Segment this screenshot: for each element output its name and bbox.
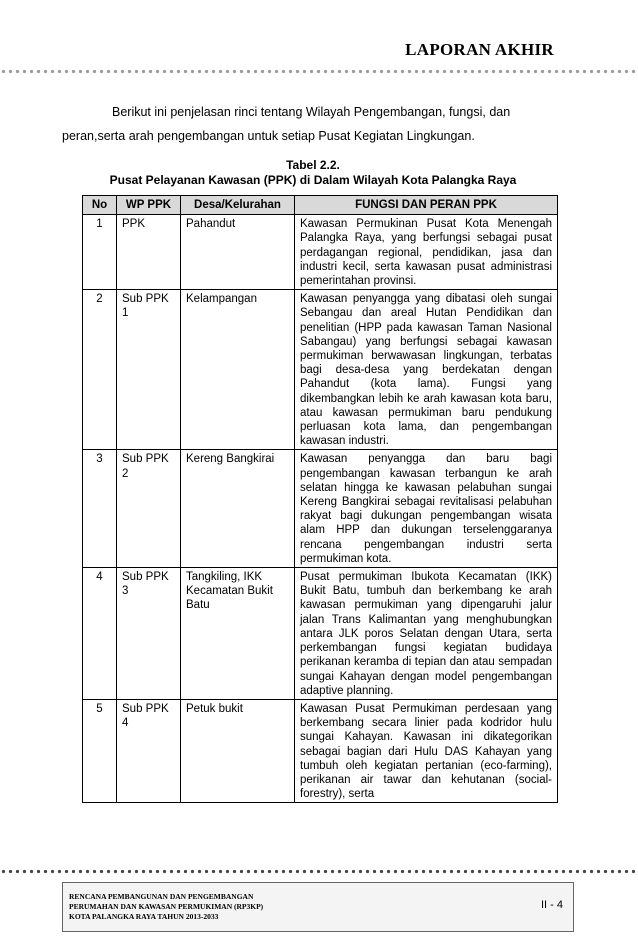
cell-no: 1 [83, 215, 117, 290]
footer-document-title [69, 892, 263, 922]
header-dotted-divider [0, 69, 638, 74]
cell-desa: Tangkiling, IKK Kecamatan Bukit Batu [181, 568, 295, 700]
cell-fungsi: Pusat permukiman Ibukota Kecamatan (IKK) Bukit Batu, tumbuh dan berkembang ke arah kawasan permukiman yang dipengaruhi jalur jalan Trans Kalimantan yang menghubungkan antara JLK poros Selatan dengan Utara, serta perkembangan fungsi kegiatan budidaya perikanan keramba di tepian dan atau sempadan sungai Kahayan dengan model pengembangan adaptive planning. [295, 568, 558, 700]
intro-paragraph [62, 100, 564, 148]
footer-line-1: RENCANA PEMBANGUNAN DAN PENGEMBANGAN [69, 892, 254, 901]
table-row [83, 568, 558, 700]
table-row [83, 699, 558, 802]
cell-fungsi: Kawasan penyangga yang dibatasi oleh sungai Sebangau dan areal Hutan Pendidikan dan penelitian (HPP pada kawasan Taman Nasional Sabangau) yang berfungsi sebagai kawasan permukiman berwawasan lingkungan, terbatas bagi desa-desa yang berdekatan dengan Pahandut (kota lama). Fungsi yang dikembangkan lebih ke arah kawasan kota baru, atau kawasan permukiman baru pendukung perluasan kota lama, dan pengembangan kawasan industri. [295, 290, 558, 450]
table-row [83, 215, 558, 290]
cell-wp-ppk: Sub PPK 2 [117, 450, 181, 568]
cell-desa: Pahandut [181, 215, 295, 290]
cell-no: 2 [83, 290, 117, 450]
footer-line-2: PERUMAHAN DAN KAWASAN PERMUKIMAN (RP3KP) [69, 902, 264, 911]
intro-line-2: peran,serta arah pengembangan untuk setiap Pusat Kegiatan Lingkungan. [62, 129, 475, 143]
cell-desa: Kelampangan [181, 290, 295, 450]
table-header-row [83, 196, 558, 215]
ppk-table [82, 195, 558, 803]
page-footer [62, 882, 574, 932]
intro-line-1: Berikut ini penjelasan rinci tentang Wilayah Pengembangan, fungsi, dan [112, 105, 511, 119]
page-number: II - 4 [540, 899, 563, 911]
header-wp-ppk: WP PPK [117, 196, 181, 215]
cell-wp-ppk: PPK [117, 215, 181, 290]
table-caption [62, 158, 564, 188]
cell-wp-ppk: Sub PPK 3 [117, 568, 181, 700]
cell-wp-ppk: Sub PPK 1 [117, 290, 181, 450]
table-row [83, 290, 558, 450]
table-number: Tabel 2.2. [286, 158, 340, 172]
table-title: Pusat Pelayanan Kawasan (PPK) di Dalam Wilayah Kota Palangka Raya [109, 173, 517, 187]
cell-fungsi: Kawasan penyangga dan baru bagi pengembangan kawasan terbangun ke arah selatan hingga ke kawasan pelabuhan sungai Kereng Bangkirai sebagai revitalisasi pelabuhan rakyat bagi dukungan pengembangan wisata alam HPP dan dukungan terselenggaranya rencana pengembangan industri serta permukiman kota. [295, 450, 558, 568]
cell-desa: Petuk bukit [181, 699, 295, 802]
cell-fungsi: Kawasan Permukinan Pusat Kota Menengah Palangka Raya, yang berfungsi sebagai pusat perdagangan regional, pendidikan, jasa dan industri kecil, serta kawasan pusat administrasi pemerintahan provinsi. [295, 215, 558, 290]
table-row [83, 450, 558, 568]
report-title: LAPORAN AKHIR [405, 40, 554, 59]
header-desa-kelurahan: Desa/Kelurahan [181, 196, 295, 215]
cell-fungsi: Kawasan Pusat Permukiman perdesaan yang berkembang secara linier pada kodridor hulu sungai Kahayan. Kawasan ini dikategorikan sebagai bagian dari Hulu DAS Kahayan yang tumbuh oleh kegiatan pertanian (eco-farming), perikanan air tawar dan kehutanan (social-forestry), serta [295, 699, 558, 802]
cell-no: 5 [83, 699, 117, 802]
cell-wp-ppk: Sub PPK 4 [117, 699, 181, 802]
footer-line-3: KOTA PALANGKA RAYA TAHUN 2013-2033 [69, 912, 219, 921]
header-no: No [83, 196, 117, 215]
footer-dotted-divider [0, 869, 638, 874]
header-fungsi-peran: FUNGSI DAN PERAN PPK [295, 196, 558, 215]
cell-desa: Kereng Bangkirai [181, 450, 295, 568]
cell-no: 3 [83, 450, 117, 568]
cell-no: 4 [83, 568, 117, 700]
